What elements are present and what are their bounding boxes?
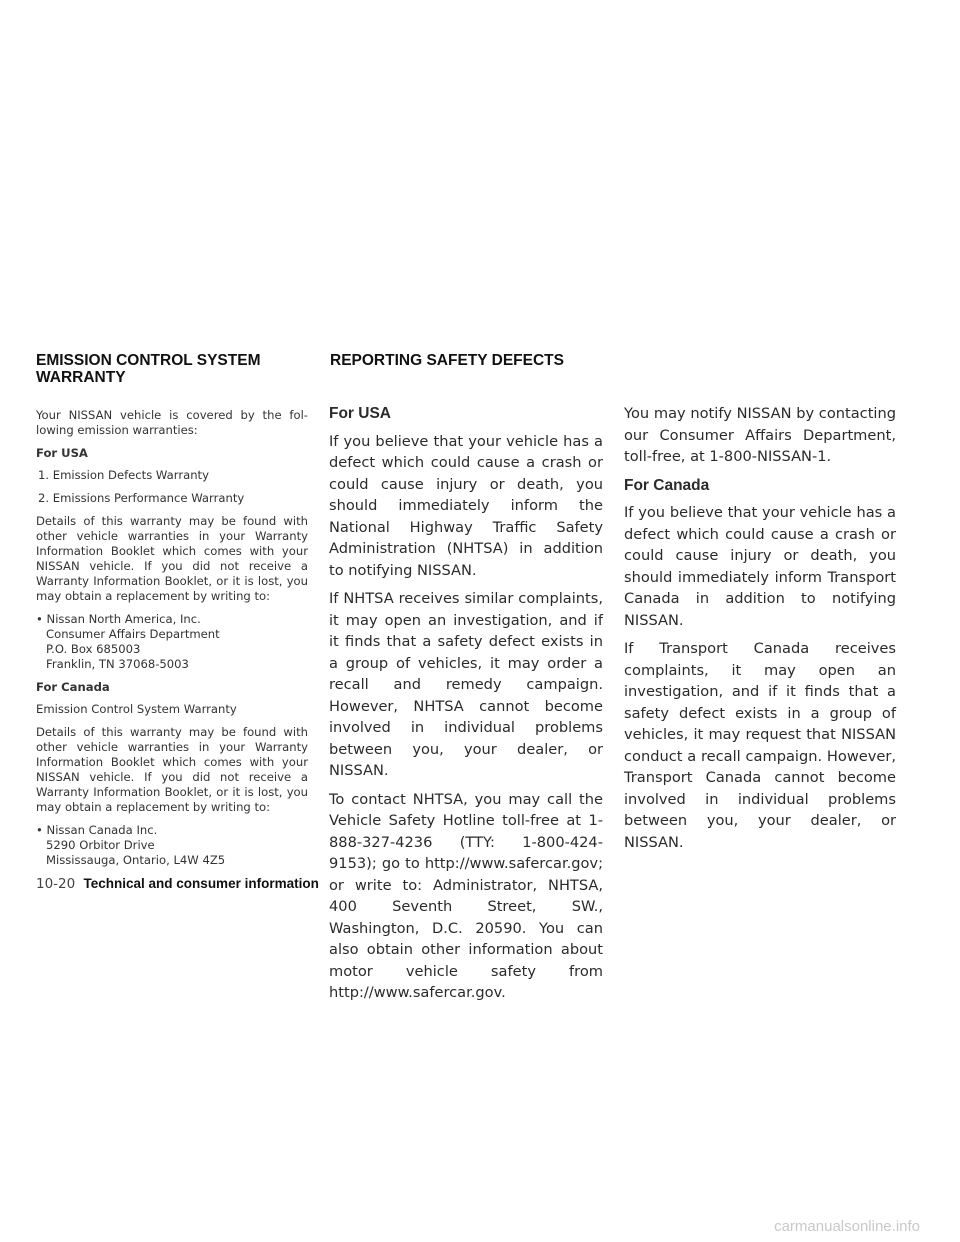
- page-footer: [36, 876, 319, 892]
- emission-intro: Your NISSAN vehicle is covered by the fol-lowing emission warranties:: [36, 408, 308, 437]
- canada-address-line-3: Mississauga, Ontario, L4W 4Z5: [46, 853, 226, 867]
- emission-usa-details: Details of this warranty may be found with other vehicle warranties in your Warranty Information Booklet which comes with your NISSAN vehicle. If you did not receive a Warranty Information Booklet, or it is lost, you may obtain a replacement by writing to:: [36, 514, 308, 603]
- emission-canada-details: Details of this warranty may be found with other vehicle warranties in your Warranty Information Booklet which comes with your NISSAN vehicle. If you did not receive a Warranty Information Booklet, or it is lost, you may obtain a replacement by writing to:: [36, 725, 308, 814]
- emission-canada-heading: For Canada: [36, 680, 110, 694]
- safety-usa-paragraph-2: If NHTSA receives similar complaints, it may open an investigation, and if it finds that a safety defect exists in a group of vehicles, it may order a recall and remedy campaign. However, NHTSA cannot become involved in individual problems between you, your dealer, or NISSAN.: [329, 590, 603, 779]
- safety-canada-paragraph-2: If Transport Canada receives complaints, it may open an investigation, and if it finds that a safety defect exists in a group of vehicles, it may request that NISSAN conduct a recall campaign. However, Transport Canada cannot become involved in individual problems between you, your dealer, or NISSAN.: [624, 640, 896, 851]
- usa-mailing-address: [36, 612, 308, 672]
- watermark-text: carmanualsonline.info: [774, 1218, 920, 1235]
- safety-defects-heading: REPORTING SAFETY DEFECTS: [330, 352, 564, 369]
- usa-address-line-1: • Nissan North America, Inc.: [36, 612, 201, 626]
- emission-usa-item-2: 2. Emissions Performance Warranty: [38, 491, 245, 505]
- canada-address-line-1: • Nissan Canada Inc.: [36, 823, 158, 837]
- emission-canada-item: Emission Control System Warranty: [36, 702, 237, 716]
- safety-usa-paragraph-4: You may notify NISSAN by contacting our Consumer Affairs Department, toll-free, at 1-800-NISSAN-1.: [624, 405, 896, 465]
- safety-usa-paragraph-3: To contact NHTSA, you may call the Vehicle Safety Hotline toll-free at 1-888-327-4236 (TTY: 1-800-424-9153); go to http://www.safercar.gov; or write to: Administrator, NHTSA, 400 Seventh Street, SW., Washington, D.C. 20590. You can also obtain other information about motor vehicle safety from http://www.safercar.gov.: [329, 790, 603, 1001]
- chapter-title: Technical and consumer information: [83, 876, 319, 891]
- safety-canada-paragraph-1: If you believe that your vehicle has a defect which could cause a crash or could cause injury or death, you should immediately inform Transport Canada in addition to notifying NISSAN.: [624, 504, 896, 629]
- safety-defects-column-1: [329, 403, 603, 1011]
- emission-warranty-section: [36, 352, 308, 876]
- safety-usa-paragraph-1: If you believe that your vehicle has a defect which could cause a crash or could cause injury or death, you should immediately inform the National Highway Traffic Safety Administration (NHTSA) in addition to notifying NISSAN.: [329, 432, 603, 579]
- canada-mailing-address: [36, 823, 308, 868]
- page-number: 10-20: [36, 876, 76, 892]
- usa-address-line-2: Consumer Affairs Department: [46, 627, 220, 641]
- safety-canada-heading: For Canada: [624, 476, 710, 494]
- emission-usa-item-1: 1. Emission Defects Warranty: [38, 468, 209, 482]
- canada-address-line-2: 5290 Orbitor Drive: [46, 838, 155, 852]
- emission-warranty-body: [36, 408, 308, 868]
- safety-usa-heading: For USA: [329, 405, 391, 422]
- safety-defects-column-2: [624, 403, 896, 860]
- emission-warranty-heading: EMISSION CONTROL SYSTEM WARRANTY: [36, 352, 261, 386]
- emission-usa-heading: For USA: [36, 446, 88, 460]
- usa-address-line-4: Franklin, TN 37068-5003: [46, 657, 189, 671]
- usa-address-line-3: P.O. Box 685003: [46, 642, 141, 656]
